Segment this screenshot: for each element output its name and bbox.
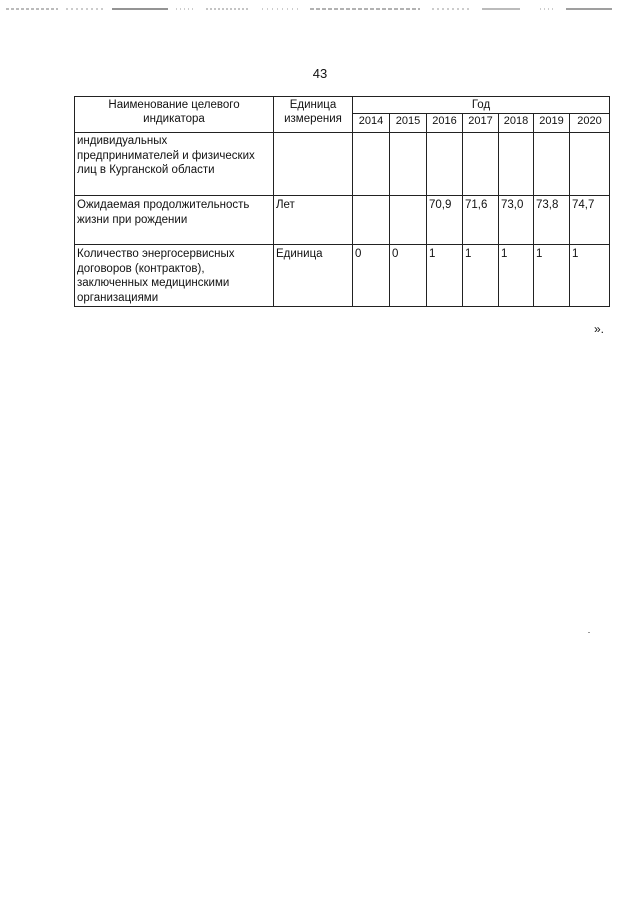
indicator-value: 1 <box>427 245 463 307</box>
closing-quote-mark: ». <box>594 322 605 336</box>
indicator-unit: Единица <box>274 245 353 307</box>
indicator-unit: Лет <box>274 196 353 245</box>
indicator-name: Количество энергосервисных договоров (контрактов), заключенных медицинскими организациями <box>75 245 274 307</box>
table-row <box>75 196 610 245</box>
scan-artifact-line <box>0 0 640 14</box>
indicator-value: 1 <box>463 245 499 307</box>
indicator-value: 71,6 <box>463 196 499 245</box>
indicator-value: 1 <box>499 245 534 307</box>
header-year: 2020 <box>570 114 610 133</box>
indicator-value <box>353 196 390 245</box>
indicator-value: 73,0 <box>499 196 534 245</box>
indicator-value: 0 <box>390 245 427 307</box>
indicator-value: 0 <box>353 245 390 307</box>
indicator-value: 73,8 <box>534 196 570 245</box>
indicator-value <box>499 133 534 196</box>
header-year: 2014 <box>353 114 390 133</box>
scan-speck <box>588 632 590 633</box>
header-year: 2019 <box>534 114 570 133</box>
header-year: 2018 <box>499 114 534 133</box>
header-indicator-name: Наименование целевого индикатора <box>75 97 274 133</box>
indicator-value <box>570 133 610 196</box>
header-year: 2016 <box>427 114 463 133</box>
indicator-value: 1 <box>534 245 570 307</box>
indicator-name: Ожидаемая продолжительность жизни при рождении <box>75 196 274 245</box>
table-row <box>75 245 610 307</box>
indicator-value: 1 <box>570 245 610 307</box>
indicator-name: индивидуальных предпринимателей и физических лиц в Курганской области <box>75 133 274 196</box>
indicator-value <box>534 133 570 196</box>
indicator-value: 70,9 <box>427 196 463 245</box>
header-unit: Единица измерения <box>274 97 353 133</box>
indicator-value <box>463 133 499 196</box>
header-year: 2017 <box>463 114 499 133</box>
indicator-value <box>390 196 427 245</box>
header-year-group: Год <box>353 97 610 114</box>
indicator-value <box>427 133 463 196</box>
page-number: 43 <box>312 66 328 81</box>
indicator-value <box>390 133 427 196</box>
table-row <box>75 133 610 196</box>
indicator-table <box>74 96 610 307</box>
header-year: 2015 <box>390 114 427 133</box>
indicator-value: 74,7 <box>570 196 610 245</box>
indicator-value <box>353 133 390 196</box>
header-row <box>75 97 610 114</box>
indicator-unit <box>274 133 353 196</box>
